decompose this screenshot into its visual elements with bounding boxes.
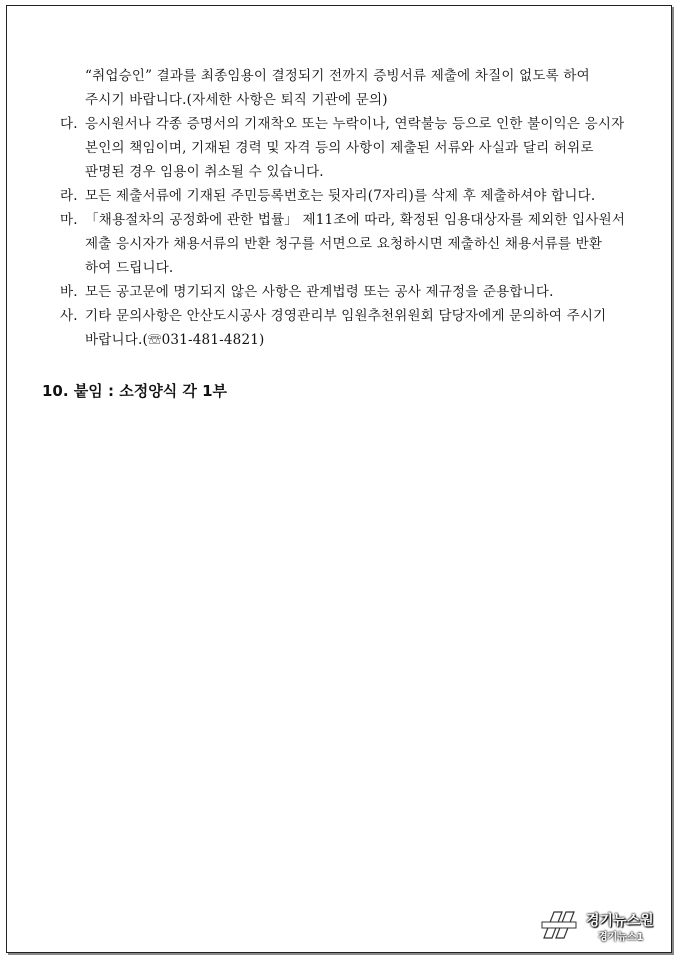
paragraph-line: 기타 문의사항은 안산도시공사 경영관리부 임원추천위원회 담당자에게 문의하여 주시기	[85, 308, 607, 324]
list-marker: 마.	[60, 212, 78, 228]
list-marker: 바.	[60, 284, 78, 300]
paragraph-line: 바랍니다.(☏031-481-4821)	[85, 332, 265, 348]
paragraph-line: 「채용절차의 공정화에 관한 법률」 제11조에 따라, 확정된 임용대상자를 제외한 입사원서	[85, 212, 626, 228]
section-heading: 10. 붙임 : 소정양식 각 1부	[42, 382, 228, 400]
paragraph-line: 모든 제출서류에 기재된 주민등록번호는 뒷자리(7자리)를 삭제 후 제출하셔야 합니다.	[85, 188, 596, 204]
paragraph-line: 응시원서나 각종 증명서의 기재착오 또는 누락이나, 연락불능 등으로 인한 불이익은 응시자	[85, 116, 625, 132]
paragraph-line: 본인의 책임이며, 기재된 경력 및 자격 등의 사항이 제출된 서류와 사실과 달리 허위로	[85, 140, 594, 156]
news-watermark	[540, 906, 660, 946]
list-marker: 다.	[60, 116, 78, 132]
list-marker: 사.	[60, 308, 78, 324]
paragraph-line: 판명된 경우 임용이 취소될 수 있습니다.	[85, 164, 324, 180]
watermark-title: 경기뉴스원	[586, 913, 654, 929]
paragraph-line: 모든 공고문에 명기되지 않은 사항은 관계법령 또는 공사 제규정을 준용합니다.	[85, 284, 554, 300]
list-marker: 라.	[60, 188, 78, 204]
paragraph-line: 하여 드립니다.	[85, 260, 174, 276]
paragraph-line: “취업승인” 결과를 최종임용이 결정되기 전까지 증빙서류 제출에 차질이 없도록 하여	[85, 68, 590, 84]
paragraph-line: 주시기 바랍니다.(자세한 사항은 퇴직 기관에 문의)	[85, 92, 388, 108]
watermark-subtitle: 경기뉴스1	[598, 932, 644, 943]
paragraph-line: 제출 응시자가 채용서류의 반환 청구를 서면으로 요청하시면 제출하신 채용서류를 반환	[85, 236, 603, 252]
news-logo-icon	[540, 908, 578, 942]
